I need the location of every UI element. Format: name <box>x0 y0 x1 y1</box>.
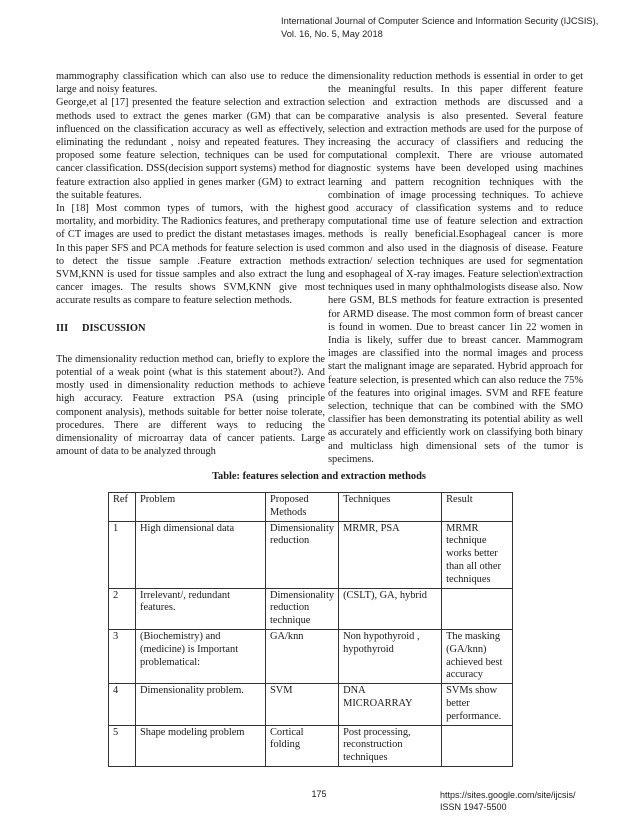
right-paragraph-1: dimensionality reduction methods is essential in order to get the meaningful results. In this paper different feature selection and extraction methods are discussed and a comparative analysis is also presented. Several feature selection and extraction methods are used for the purpose of increasing the accuracy of classifiers and reducing the computational complexit. There are vriouse automated diagnostic systems have been developed using machines learning and pattern recognition techniques with the combination of image processing techniques. To achieve good accuracy of classification systems and to reduce computational time use of feature selection and extraction methods is really beneficial.Esophageal cancer is more common and also used in the diagnosis of disease. Feature extraction/ selection techniques are used for segmentation and esophageal of X-ray images. Feature selection\extraction techniques used in many ophthalmologists disease also. Now here GSM, BLS methods for feature extraction is presented for ARMD disease. The most common form of breast cancer is found in women. Due to breast cancer 1in 22 women in India is likely, suffer due to breast cancer. Mammogram images are classified into the normal images and process start the malignant image are separated. Hybrid approach for feature selection, is presented which can also reduce the 75% of the features into original images. SVM and RFE feature selection, technique that can be combined with the SMO classifier has been demonstrating its potential ability as well as accurately and efficiently work on classifying both binary and multiclass high dimensional sets of the tumor is specimens. <box>328 71 583 465</box>
table-caption: Table: features selection and extraction methods <box>212 471 426 482</box>
table-cell: SVMs show better performance. <box>442 684 513 725</box>
table-cell: High dimensional data <box>136 521 266 588</box>
table-header-row <box>109 493 513 522</box>
table-cell: (Biochemistry) and (medicine) is Important problematical: <box>136 629 266 683</box>
table-cell: SVM <box>266 684 339 725</box>
footer-url: https://sites.google.com/site/ijcsis/ <box>440 790 576 800</box>
left-paragraph-4: The dimensionality reduction method can, briefly to explore the potential of a weak point (what is this statement about?). And mostly used in dimensionality reduction methods to achieve high accuracy. Feature extraction PSA (using principle component analysis), methods suitable for better noise tolerate, procedures. There are different ways to reducing the dimensionality of microarray data of cancer patients. Large amount of data to be analyzed through <box>56 353 325 458</box>
left-column <box>56 70 325 458</box>
footer-info <box>440 789 576 813</box>
table-cell <box>442 725 513 766</box>
table-cell: Post processing, reconstruction techniques <box>339 725 442 766</box>
table-cell: 2 <box>109 588 136 629</box>
section-title: DISCUSSION <box>82 322 146 334</box>
left-paragraph-1: mammography classification which can also use to reduce the large and noisy features. <box>56 71 325 96</box>
table-row <box>109 629 513 683</box>
table-cell: Non hypothyroid , hypothyroid <box>339 629 442 683</box>
footer-issn: ISSN 1947-5500 <box>440 802 507 812</box>
table-cell: 5 <box>109 725 136 766</box>
journal-header-line1: International Journal of Computer Science and Information Security (IJCSIS), <box>281 16 599 26</box>
header-cell-result: Result <box>442 493 513 522</box>
table-cell: The masking (GA/knn) achieved best accuracy <box>442 629 513 683</box>
table-cell: 1 <box>109 521 136 588</box>
table-cell: GA/knn <box>266 629 339 683</box>
page-number: 175 <box>311 789 327 799</box>
journal-header-line2: Vol. 16, No. 5, May 2018 <box>281 29 383 39</box>
header-cell-methods: Proposed Methods <box>266 493 339 522</box>
left-paragraph-2: George,et al [17] presented the feature selection and extraction methods used to extract the genes marker (GM) that can be influenced on the classification accuracy as well as effectively, eliminating the redundant , noisy and repeated features. They proposed some feature selection, techniques can be used for cancer classification. DSS(decision support systems) method for feature extraction also applied in genes marker (GM) to extract the suitable features. <box>56 97 325 201</box>
table-cell: Dimensionality problem. <box>136 684 266 725</box>
table-cell: Dimensionality reduction technique <box>266 588 339 629</box>
table-cell: MRMR, PSA <box>339 521 442 588</box>
section-number: III <box>56 322 69 334</box>
table-cell: Dimensionality reduction <box>266 521 339 588</box>
right-column <box>328 70 583 466</box>
header-cell-ref: Ref <box>109 493 136 522</box>
left-paragraph-3: In [18] Most common types of tumors, with the highest mortality, and morbidity. The Radionics features, and pretherapy of CT images are used to predict the distant metastases images. In this paper SFS and PCA methods for feature selection is used to detect the tissue sample .Feature extraction methods SVM,KNN is used for tissue samples and also extract the lung cancer images. The results shows SVM,KNN give most accurate results as compare to feature selection methods. <box>56 203 325 307</box>
table-cell: (CSLT), GA, hybrid <box>339 588 442 629</box>
table-cell: MRMR technique works better than all other techniques <box>442 521 513 588</box>
table-row <box>109 588 513 629</box>
table-cell: Cortical folding <box>266 725 339 766</box>
features-table <box>108 492 513 767</box>
table-cell: Irrelevant/, redundant features. <box>136 588 266 629</box>
header-cell-problem: Problem <box>136 493 266 522</box>
table-row <box>109 684 513 725</box>
journal-header <box>281 15 626 41</box>
table-cell: 4 <box>109 684 136 725</box>
table-cell: Shape modeling problem <box>136 725 266 766</box>
table-row <box>109 725 513 766</box>
header-cell-techniques: Techniques <box>339 493 442 522</box>
section-heading <box>56 322 325 335</box>
table-row <box>109 521 513 588</box>
table-cell <box>442 588 513 629</box>
table-cell: DNA MICROARRAY <box>339 684 442 725</box>
table-cell: 3 <box>109 629 136 683</box>
